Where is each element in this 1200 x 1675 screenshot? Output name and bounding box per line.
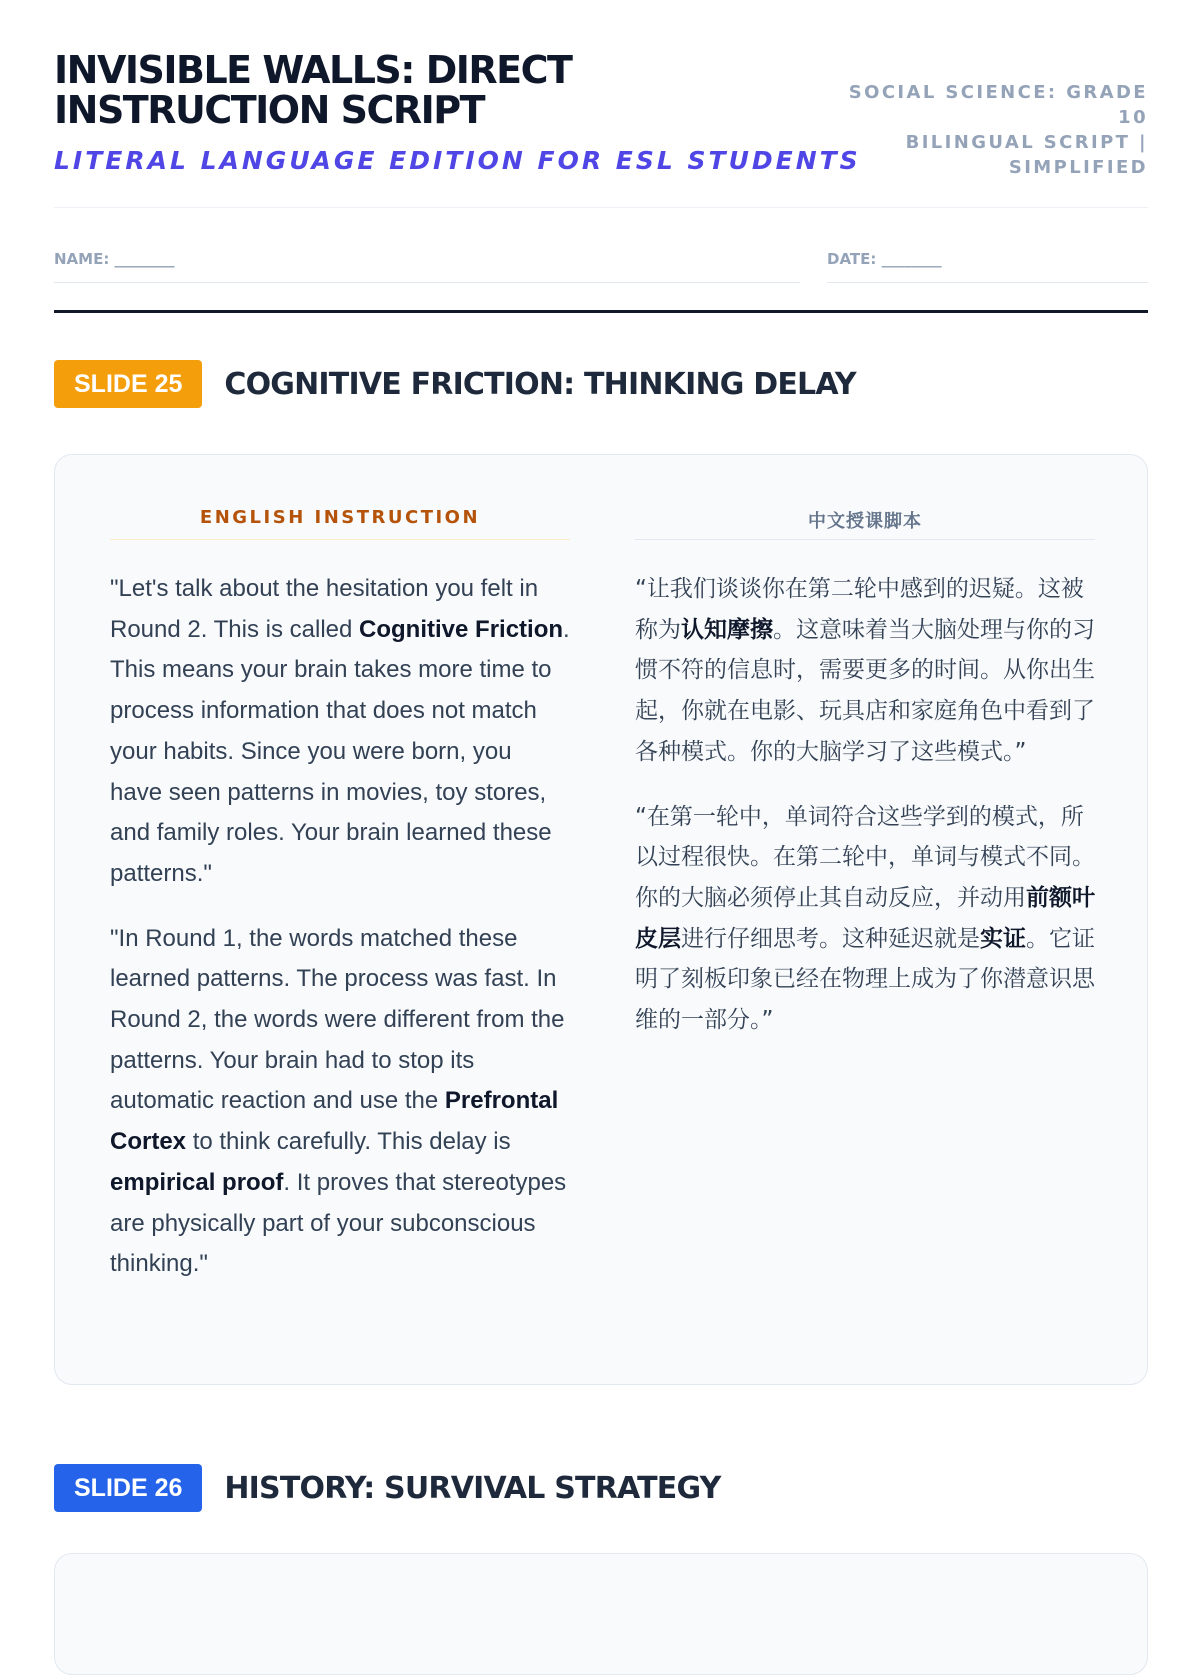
english-text — [110, 569, 570, 1309]
script-type: BILINGUAL SCRIPT | SIMPLIFIED — [905, 132, 1148, 178]
term-cognitive-friction-zh: 认知摩擦 — [681, 616, 773, 643]
course-meta — [838, 80, 1148, 180]
english-paragraph: "Let's talk about the hesitation you felt in Round 2. This is called Cognitive Friction. This means your brain takes more time to process information that does not match your habits. Since you were born, you have seen patterns in movies, toy stores, and family roles. Your brain learned these patterns." — [110, 575, 570, 887]
slide-25-card — [54, 454, 1148, 1385]
page-subtitle: LITERAL LANGUAGE EDITION FOR ESL STUDENTS — [54, 146, 861, 175]
term-prefrontal-cortex-zh: 前额叶皮层 — [635, 884, 1095, 952]
english-column-heading: ENGLISH INSTRUCTION — [110, 507, 570, 540]
english-paragraph: "In Round 1, the words matched these learned patterns. The process was fast. In Round 2, the words were different from the patterns. Your brain had to stop its automatic reaction and use the Prefrontal Cortex to think carefully. This delay is empirical proof. It proves that stereotypes are physically part of your subconscious thinking." — [110, 924, 567, 1278]
slide-badge: SLIDE 25 — [54, 360, 202, 408]
date-field[interactable]: DATE: ________ — [827, 248, 1148, 283]
chinese-paragraph: “让我们谈谈你在第二轮中感到的迟疑。这被称为认知摩擦。这意味着当大脑处理与你的习惯不符的信息时，需要更多的时间。从你出生起，你就在电影、玩具店和家庭角色中看到了各种模式。你的大脑学习了这些模式。” — [635, 576, 1095, 765]
slide-26-heading — [54, 1464, 721, 1512]
header-divider — [54, 207, 1148, 208]
slide-badge: SLIDE 26 — [54, 1464, 202, 1512]
name-field[interactable]: NAME: ________ — [54, 248, 800, 283]
term-empirical-proof-zh: 实证 — [980, 925, 1026, 952]
term-prefrontal-cortex: Prefrontal Cortex — [110, 1087, 559, 1156]
chinese-paragraph: “在第一轮中，单词符合这些学到的模式，所以过程很快。在第二轮中，单词与模式不同。你的大脑必须停止其自动反应，并动用前额叶皮层进行仔细思考。这种延迟就是实证。它证明了刻板印象已经在物理上成为了你潜意识思维的一部分。” — [635, 803, 1095, 1034]
term-empirical-proof: empirical proof — [110, 1168, 284, 1196]
term-cognitive-friction: Cognitive Friction — [359, 615, 564, 643]
chinese-column-heading: 中文授课脚本 — [635, 507, 1095, 540]
slide-title: COGNITIVE FRICTION: THINKING DELAY — [224, 366, 856, 402]
slide-26-card — [54, 1553, 1148, 1675]
section-divider — [54, 310, 1148, 313]
page-title: INVISIBLE WALLS: DIRECT INSTRUCTION SCRIPT — [54, 48, 572, 132]
course-grade: SOCIAL SCIENCE: GRADE 10 — [848, 82, 1148, 128]
slide-title: HISTORY: SURVIVAL STRATEGY — [224, 1470, 721, 1506]
chinese-text — [635, 569, 1095, 1065]
worksheet-header — [54, 50, 1148, 208]
slide-25-heading — [54, 360, 856, 408]
